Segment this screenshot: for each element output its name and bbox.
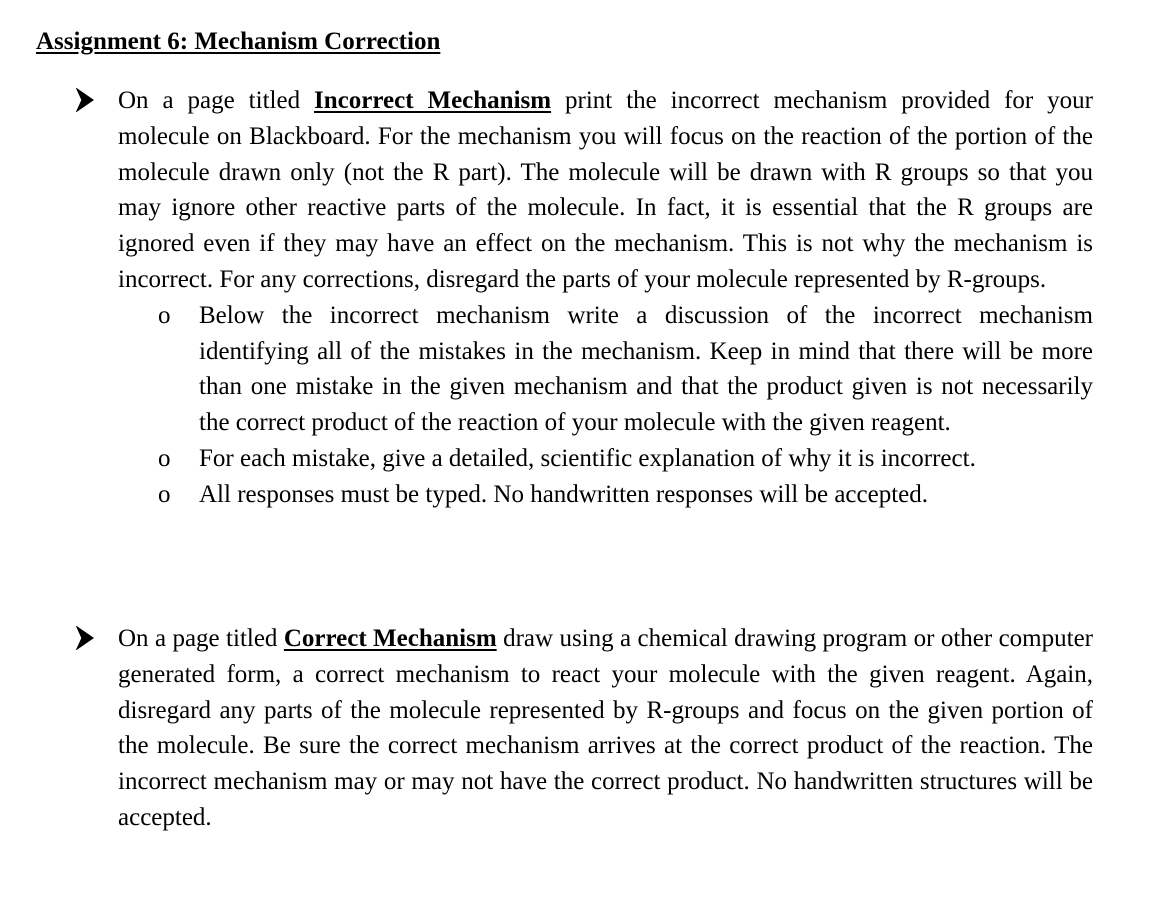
bullet-lead-text: On a page titled (118, 625, 278, 652)
circle-bullet-icon: o (158, 444, 171, 472)
bullet-lead-text: On a page titled (118, 87, 301, 114)
bullet-correct-mechanism (118, 621, 1093, 836)
sub-item-text: All responses must be typed. No handwritten responses will be accepted. (199, 480, 928, 508)
bullet-incorrect-mechanism (118, 83, 1093, 513)
incorrect-mechanism-heading: Incorrect Mechanism (314, 87, 552, 114)
sub-item (158, 441, 1093, 477)
page-title: Assignment 6: Mechanism Correction (36, 28, 441, 55)
sub-item (158, 477, 1093, 513)
bullet-body-text: draw using a chemical drawing program or other computer generated form, a correct mechanism to react your molecule with the given reagent. Again, disregard any parts of the molecule represented by R-groups and focus on the given portion of the molecule. Be sure the correct mechanism arrives at the correct product of the reaction. The incorrect mechanism may or may not have the correct product. No handwritten structures will be accepted. (118, 625, 1093, 831)
arrow-bullet-icon (76, 626, 94, 650)
correct-mechanism-heading: Correct Mechanism (283, 625, 497, 652)
arrow-bullet-icon (76, 88, 94, 112)
sub-list (158, 298, 1093, 513)
sub-item (158, 298, 1093, 441)
sub-item-text: For each mistake, give a detailed, scientific explanation of why it is incorrect. (199, 444, 976, 472)
bullet-body-text: print the incorrect mechanism provided for your molecule on Blackboard. For the mechanism you will focus on the reaction of the portion of the molecule drawn only (not the R part). The molecule will be drawn with R groups so that you may ignore other reactive parts of the molecule. In fact, it is essential that the R groups are ignored even if they may have an effect on the mechanism. This is not why the mechanism is incorrect. For any corrections, disregard the parts of your molecule represented by R-groups. (118, 87, 1094, 293)
circle-bullet-icon: o (158, 480, 171, 508)
circle-bullet-icon: o (158, 301, 171, 329)
sub-item-text: Below the incorrect mechanism write a discussion of the incorrect mechanism identifying all of the mistakes in the mechanism. Keep in mind that there will be more than one mistake in the given mechanism and that the product given is not necessarily the correct product of the reaction of your molecule with the given reagent. (199, 301, 1093, 437)
